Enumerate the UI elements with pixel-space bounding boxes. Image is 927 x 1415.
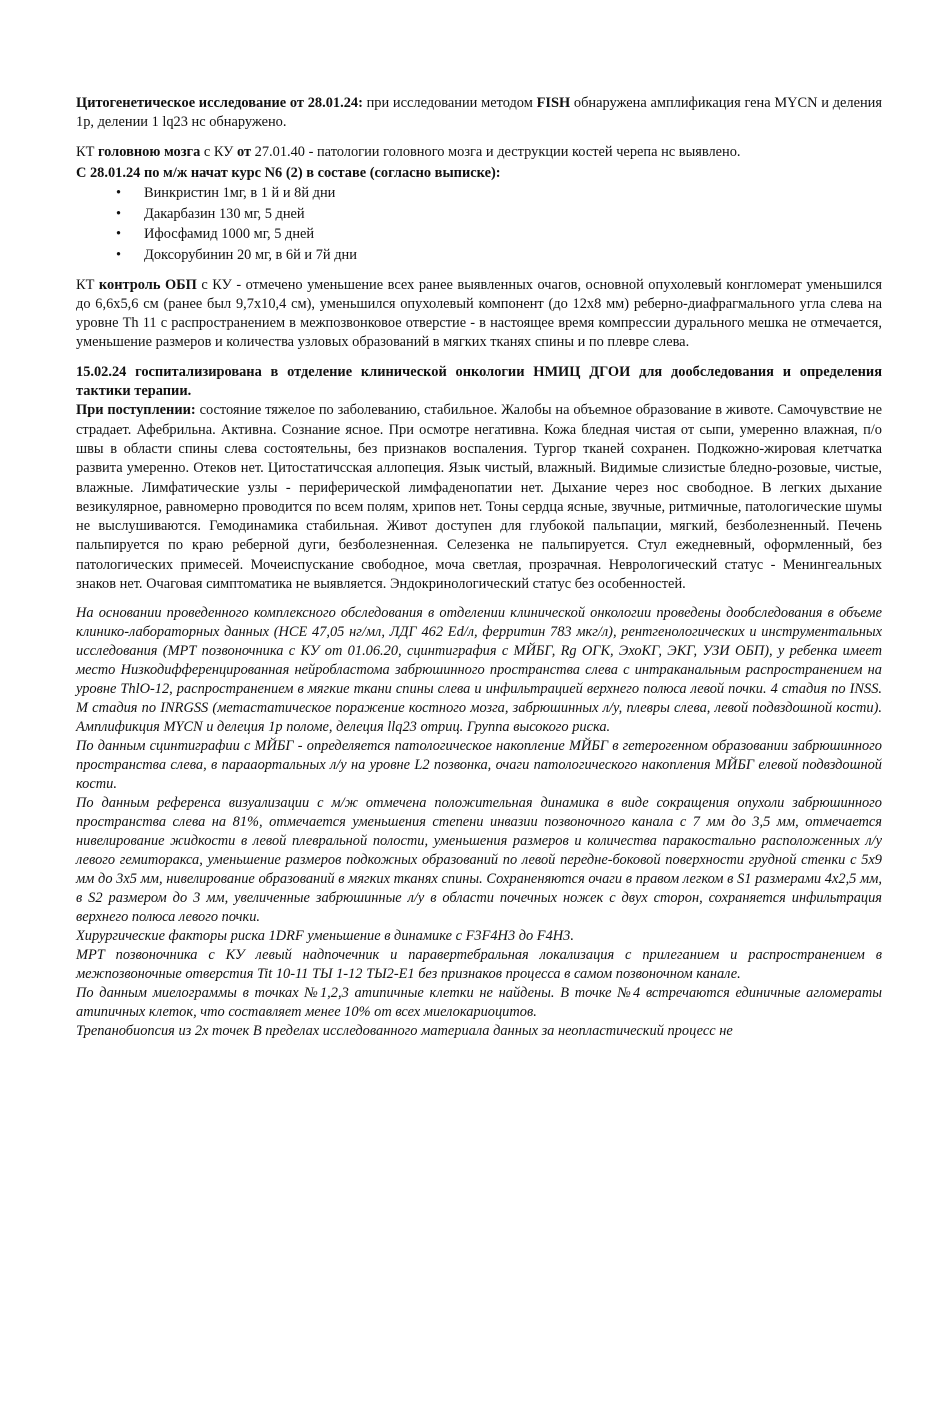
diagnosis-paragraph: На основании проведенного комплексного обследования в отделении клинической онкологии проведены дообследования в объеме клинико-лабораторных данных (НСЕ 47,05 нг/мл, ЛДГ 462 Ed/л, ферритин 783 мкг/л), рентгенологических и инструментальных исследования (МРТ позвоночника с КУ от 01.06.20, сцинтиграфия с МЙБГ, Rg ОГК, ЭхоКГ, ЭКГ, УЗИ ОБП), у ребенка имеет место Низкодифференцированная нейробластома забрюшинного пространства слева с интраканальным распространением на уровне ThlO-12, распространением в мягкие ткани спины слева и инфильтрацией верхнего полюса левой почки. 4 стадия по INSS. М стадия по INRGSS (метастатическое поражение костного мозга, забрюшинных л/у, плевры слева, левой подвздошной кости). Амплификция MYCN и делеция 1р поломе, делеция llq23 отриц. Группа высокого риска. (76, 605, 882, 736)
surgical-risk-paragraph: Хирургические факторы риска 1DRF уменьшение в динамике с F3F4H3 до F4H3. (76, 928, 574, 945)
course-title: С 28.01.24 по м/ж начат курс N6 (2) в составе (согласно выписке): (76, 164, 501, 181)
spine-mri-paragraph: МРТ позвоночника с КУ левый надпочечник и паравертебральная локализация с прилеганием и распространением в межпозвоночные отверстия Tit 10-11 ТЫ 1-12 ТЫ2-Е1 без признаков процесса в самом позвоночном канале. (76, 947, 882, 983)
medication-list (76, 183, 882, 265)
scintigraphy-paragraph: По данным сцинтиграфии с МЙБГ - определяется патологическое накопление МЙБГ в гетерогенном образовании забрюшинного пространства слева, в парааортальных л/у на уровне L2 позвонка, очаги патологического накопления МЙБГ елевой подвздошной кости. (76, 738, 882, 793)
list-item: • Дакарбазин 130 мг, 5 дней (76, 204, 882, 225)
cytogenetics-heading: Цитогенетическое исследование от 28.01.24: (76, 95, 363, 111)
document-page (76, 94, 882, 1041)
imaging-reference-paragraph: По данным референса визуализации с м/ж отмечена положительная динамика в виде сокращения опухоли забрюшинного пространства слева на 81%, отмечается уменьшения степени инвазии позвоночного канала с 7 мм до 3,5 мм, отмечается нивелирование жидкости в левой плевральной полости, уменьшения размеров и количества паракостально расположенных л/у левого гемиторакса, уменьшение размеров подкожных образований по левой передне-боковой поверхности грудной стенки с 5х9 мм до 3х5 мм, нивелирование образований в мягких тканях спины. Сохраненяются очаги в правом легком в S1 размерами 4х2,5 мм, в S2 размером до 3 мм, увеличенные забрюшинные л/у в области почечных ножек с двух сторон, сохраняется инфильтрация верхнего полюса левого почки. (76, 795, 882, 926)
ct-head-paragraph: КТ головною мозга с КУ от 27.01.40 - патологии головного мозга и деструкции костей черепа нс выявлено. (76, 143, 741, 160)
list-item: • Доксорубинин 20 мг, в 6й и 7й дни (76, 245, 882, 266)
list-item: • Ифосфамид 1000 мг, 5 дней (76, 224, 882, 245)
myelogram-paragraph: По данным миелограммы в точках №1,2,3 атипичные клетки не найдены. В точке №4 встречаются единичные агломераты атипичных клеток, что составляет менее 10% от всех миелокариоцитов. (76, 985, 882, 1021)
admission-paragraph: При поступлении: состояние тяжелое по заболеванию, стабильное. Жалобы на объемное образование в животе. Самочувствие не страдает. Афебрильна. Активна. Сознание ясное. При осмотре негативна. Кожа бледная чистая от сыпи, умеренно влажная, п/о швы в области спины слева состоятельны, без признаков воспаления. Тургор тканей сохранен. Подкожно-жировая клетчатка развита умеренно. Отеков нет. Цитостатичсская аллопеция. Язык чистый, влажный. Видимые слизистые бледно-розовые, чистые, влажные. Лимфатические узлы - периферической лимфаденопатии нет. Дыхание через нос свободное. В легких дыхание везикулярное, равномерно проводится по всем полям, хрипов нет. Тоны сердца ясные, звучные, ритмичные, патологические шумы не выслушиваются. Гемодинамика стабильная. Живот доступен для глубокой пальпации, мягкий, безболезненный. Печень пальпируется по краю реберной дуги, безболезненная. Селезенка не пальпируется. Стул ежедневный, оформленный, без патологических примесей. Мочеиспускание свободное, моча светлая, прозрачная. Неврологический статус - Менингеальных знаков нет. Очаговая симптоматика не выявляется. Эндокринологический статус без особенностей. (76, 402, 882, 593)
list-item: • Винкристин 1мг, в 1 й и 8й дни (76, 183, 882, 204)
ct-obp-paragraph: КТ контроль ОБП с КУ - отмечено уменьшение всех ранее выявленных очагов, основной опухолевый конгломерат уменьшился до 6,6х5,6 см (ранее был 9,7х10,4 см), уменьшился опухолевый компонент (до 12х8 мм) реберно-диафрагмального угла слева на уровне Th 11 с распространением в межпозвонковое отверстие - в настоящее время компрессии дурального мешка не отмечается, уменьшение размеров и количества узловых образований в мягких тканях спины и по плевре слева. (76, 276, 882, 351)
cytogenetics-paragraph: Цитогенетическое исследование от 28.01.24: при исследовании методом FISH обнаружена амплификация гена MYCN и деления 1р, делении 1 lq23 нс обнаружено. (76, 95, 882, 131)
trephine-paragraph: Трепанобиопсия из 2х точек В пределах исследованного материала данных за неопластический процесс не (76, 1023, 733, 1040)
hospitalization-title: 15.02.24 госпитализирована в отделение клинической онкологии НМИЦ ДГОИ для дообследования и определения тактики терапии. (76, 363, 882, 400)
